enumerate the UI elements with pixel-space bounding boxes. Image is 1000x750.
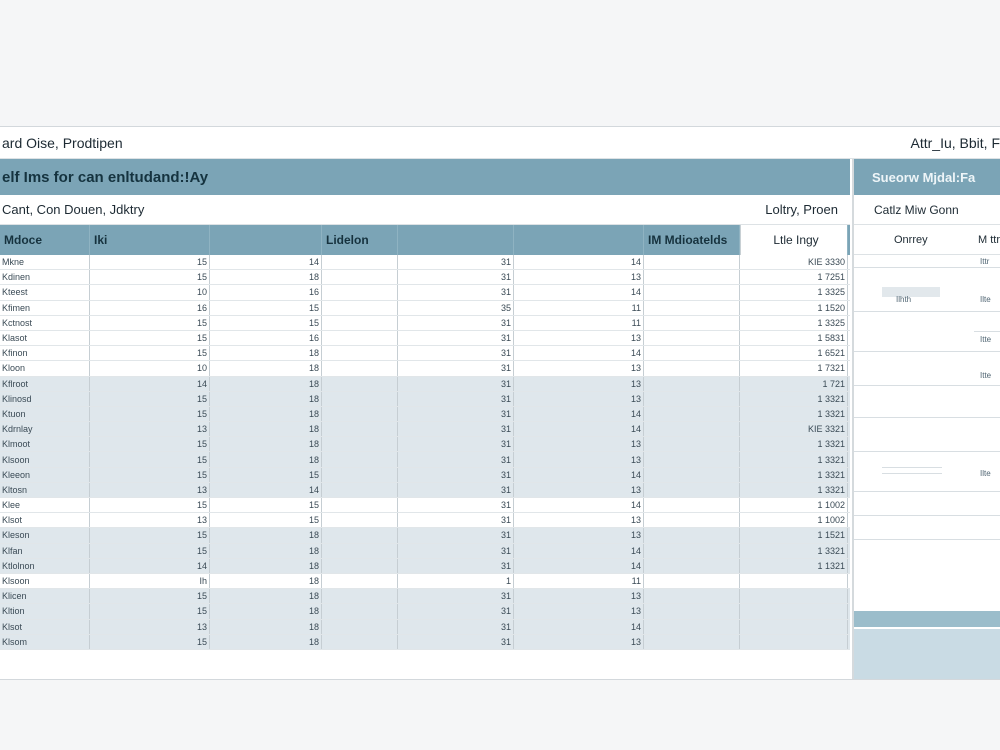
table-cell-c4: 31 bbox=[398, 331, 514, 345]
table-cell-c1: 15 bbox=[90, 544, 210, 558]
table-cell-c2: 18 bbox=[210, 392, 322, 406]
table-row[interactable] bbox=[0, 331, 850, 346]
side-label: Ilte bbox=[980, 469, 991, 478]
table-cell-c5: 14 bbox=[514, 407, 644, 421]
table-cell-c1: 15 bbox=[90, 255, 210, 269]
table-row[interactable] bbox=[0, 301, 850, 316]
table-cell-c4: 31 bbox=[398, 498, 514, 512]
table-row[interactable] bbox=[0, 285, 850, 300]
table-cell-c3 bbox=[322, 285, 398, 299]
table-cell-v: 1 1002 bbox=[740, 513, 848, 527]
side-divider bbox=[974, 331, 1000, 332]
table-cell-v bbox=[740, 620, 848, 634]
table-row[interactable] bbox=[0, 392, 850, 407]
table-cell-c1: 14 bbox=[90, 377, 210, 391]
table-cell-name: Klsot bbox=[0, 620, 90, 634]
table-cell-c2: 18 bbox=[210, 437, 322, 451]
table-row[interactable] bbox=[0, 361, 850, 376]
table-cell-c3 bbox=[322, 407, 398, 421]
table-cell-name: Kfinon bbox=[0, 346, 90, 360]
table-cell-c4: 31 bbox=[398, 270, 514, 284]
table-cell-c1: 15 bbox=[90, 452, 210, 466]
table-cell-c1: Ih bbox=[90, 574, 210, 588]
table-cell-c3 bbox=[322, 392, 398, 406]
table-cell-c6 bbox=[644, 589, 740, 603]
table-cell-c3 bbox=[322, 301, 398, 315]
table-cell-c4: 31 bbox=[398, 468, 514, 482]
table-cell-c2: 15 bbox=[210, 468, 322, 482]
table-cell-c5: 13 bbox=[514, 361, 644, 375]
table-cell-name: Kdrnlay bbox=[0, 422, 90, 436]
table-cell-v: 1 3321 bbox=[740, 468, 848, 482]
table-cell-c3 bbox=[322, 635, 398, 649]
table-cell-c2: 18 bbox=[210, 544, 322, 558]
table-row[interactable] bbox=[0, 620, 850, 635]
side-column-b[interactable]: M ttr bbox=[978, 233, 1000, 246]
table-cell-c4: 31 bbox=[398, 528, 514, 542]
window-title-right: Attr_Iu, Bbit, F bbox=[910, 134, 1000, 151]
table-cell-name: Kflroot bbox=[0, 377, 90, 391]
table-cell-c3 bbox=[322, 498, 398, 512]
table-cell-c6 bbox=[644, 574, 740, 588]
table-cell-c4: 31 bbox=[398, 422, 514, 436]
table-cell-c1: 15 bbox=[90, 316, 210, 330]
side-panel bbox=[852, 159, 1000, 679]
table-cell-c6 bbox=[644, 528, 740, 542]
table-cell-c2: 18 bbox=[210, 635, 322, 649]
table-cell-c3 bbox=[322, 528, 398, 542]
table-cell-c1: 15 bbox=[90, 498, 210, 512]
side-divider bbox=[854, 385, 1000, 386]
table-cell-c6 bbox=[644, 422, 740, 436]
table-cell-c5: 13 bbox=[514, 483, 644, 497]
table-cell-c5: 14 bbox=[514, 468, 644, 482]
table-cell-c2: 18 bbox=[210, 559, 322, 573]
table-cell-name: Kloon bbox=[0, 361, 90, 375]
table-cell-c2: 16 bbox=[210, 285, 322, 299]
table-cell-name: Ktuon bbox=[0, 407, 90, 421]
column-header-2[interactable] bbox=[210, 225, 322, 255]
side-divider bbox=[882, 467, 942, 468]
side-panel-body bbox=[854, 255, 1000, 571]
table-cell-c2: 18 bbox=[210, 377, 322, 391]
table-cell-c3 bbox=[322, 361, 398, 375]
table-cell-c3 bbox=[322, 513, 398, 527]
table-cell-c3 bbox=[322, 620, 398, 634]
table-cell-v: KIE 3330 bbox=[740, 255, 848, 269]
table-cell-c6 bbox=[644, 452, 740, 466]
table-row[interactable] bbox=[0, 437, 850, 452]
table-cell-name: Mkne bbox=[0, 255, 90, 269]
table-cell-c1: 14 bbox=[90, 559, 210, 573]
table-cell-c2: 15 bbox=[210, 513, 322, 527]
table-cell-c5: 14 bbox=[514, 559, 644, 573]
table-cell-c6 bbox=[644, 285, 740, 299]
table-cell-c4: 31 bbox=[398, 407, 514, 421]
column-header-1[interactable]: Iki bbox=[90, 225, 210, 255]
table-cell-c5: 14 bbox=[514, 498, 644, 512]
side-divider bbox=[854, 451, 1000, 452]
table-cell-c4: 31 bbox=[398, 589, 514, 603]
table-row[interactable] bbox=[0, 483, 850, 498]
table-cell-c2: 16 bbox=[210, 331, 322, 345]
table-cell-c5: 14 bbox=[514, 422, 644, 436]
table-cell-v bbox=[740, 604, 848, 618]
table-cell-v: 1 3321 bbox=[740, 407, 848, 421]
table-row[interactable] bbox=[0, 513, 850, 528]
table-cell-c2: 18 bbox=[210, 422, 322, 436]
table-cell-c6 bbox=[644, 513, 740, 527]
side-divider bbox=[854, 267, 1000, 268]
table-row[interactable] bbox=[0, 316, 850, 331]
filter-right-label[interactable]: Loltry, Proen bbox=[765, 202, 838, 217]
table-cell-name: Kdinen bbox=[0, 270, 90, 284]
table-cell-c2: 18 bbox=[210, 620, 322, 634]
table-cell-c3 bbox=[322, 270, 398, 284]
table-row[interactable] bbox=[0, 407, 850, 422]
table-cell-c6 bbox=[644, 544, 740, 558]
column-header-name[interactable]: Mdoce bbox=[0, 225, 90, 255]
table-cell-c6 bbox=[644, 635, 740, 649]
table-cell-c5: 13 bbox=[514, 377, 644, 391]
table-cell-c6 bbox=[644, 468, 740, 482]
table-cell-c4: 31 bbox=[398, 483, 514, 497]
table-cell-v: 1 3321 bbox=[740, 437, 848, 451]
table-cell-c3 bbox=[322, 589, 398, 603]
table-cell-v: 1 3321 bbox=[740, 483, 848, 497]
table-cell-c4: 31 bbox=[398, 452, 514, 466]
table-cell-c6 bbox=[644, 392, 740, 406]
table-cell-name: Kleson bbox=[0, 528, 90, 542]
table-cell-name: Klfan bbox=[0, 544, 90, 558]
table-cell-c6 bbox=[644, 361, 740, 375]
table-cell-name: Kltosn bbox=[0, 483, 90, 497]
table-cell-c1: 13 bbox=[90, 422, 210, 436]
table-cell-c4: 31 bbox=[398, 437, 514, 451]
grid-header bbox=[0, 225, 850, 255]
table-cell-name: Klmoot bbox=[0, 437, 90, 451]
table-cell-c6 bbox=[644, 316, 740, 330]
table-cell-c1: 16 bbox=[90, 301, 210, 315]
table-row[interactable] bbox=[0, 574, 850, 589]
table-cell-v: 1 7251 bbox=[740, 270, 848, 284]
table-cell-c6 bbox=[644, 498, 740, 512]
table-cell-name: Kteest bbox=[0, 285, 90, 299]
table-cell-v: KIE 3321 bbox=[740, 422, 848, 436]
table-cell-c5: 13 bbox=[514, 331, 644, 345]
table-cell-c1: 15 bbox=[90, 270, 210, 284]
table-row[interactable] bbox=[0, 589, 850, 604]
table-cell-c2: 18 bbox=[210, 604, 322, 618]
side-label: Itte bbox=[980, 371, 992, 380]
table-cell-c5: 13 bbox=[514, 392, 644, 406]
title-bar bbox=[0, 127, 1000, 159]
table-cell-c5: 11 bbox=[514, 574, 644, 588]
table-cell-c3 bbox=[322, 377, 398, 391]
table-cell-name: Ktlolnon bbox=[0, 559, 90, 573]
table-cell-c5: 13 bbox=[514, 635, 644, 649]
table-cell-c5: 11 bbox=[514, 301, 644, 315]
table-cell-name: Kctnost bbox=[0, 316, 90, 330]
table-cell-c5: 11 bbox=[514, 316, 644, 330]
table-cell-c3 bbox=[322, 483, 398, 497]
table-cell-v: 1 1521 bbox=[740, 528, 848, 542]
table-cell-c5: 13 bbox=[514, 528, 644, 542]
column-header-5[interactable] bbox=[514, 225, 644, 255]
table-cell-c6 bbox=[644, 407, 740, 421]
table-row[interactable] bbox=[0, 422, 850, 437]
table-cell-c3 bbox=[322, 574, 398, 588]
table-cell-v: 1 721 bbox=[740, 377, 848, 391]
table-cell-name: Kltion bbox=[0, 604, 90, 618]
table-cell-c3 bbox=[322, 604, 398, 618]
table-cell-c2: 15 bbox=[210, 498, 322, 512]
grid-body bbox=[0, 255, 850, 650]
table-cell-c2: 15 bbox=[210, 316, 322, 330]
table-cell-c2: 18 bbox=[210, 407, 322, 421]
table-cell-c6 bbox=[644, 346, 740, 360]
table-cell-c4: 31 bbox=[398, 513, 514, 527]
table-cell-c4: 35 bbox=[398, 301, 514, 315]
table-cell-c4: 31 bbox=[398, 392, 514, 406]
table-cell-c4: 31 bbox=[398, 377, 514, 391]
table-cell-c2: 18 bbox=[210, 589, 322, 603]
side-panel-columns bbox=[854, 225, 1000, 255]
table-cell-c1: 15 bbox=[90, 468, 210, 482]
side-label: Ilte bbox=[980, 295, 991, 304]
table-cell-c4: 31 bbox=[398, 255, 514, 269]
window-title: ard Oise, Prodtipen bbox=[2, 134, 123, 151]
table-cell-c2: 14 bbox=[210, 255, 322, 269]
table-cell-c2: 18 bbox=[210, 361, 322, 375]
table-cell-c6 bbox=[644, 483, 740, 497]
table-cell-c4: 31 bbox=[398, 544, 514, 558]
table-row[interactable] bbox=[0, 468, 850, 483]
side-column-a[interactable]: Onrrey bbox=[894, 233, 928, 246]
table-row[interactable] bbox=[0, 452, 850, 467]
table-cell-c5: 13 bbox=[514, 437, 644, 451]
filter-bar bbox=[0, 195, 850, 225]
table-cell-c6 bbox=[644, 270, 740, 284]
table-cell-c1: 15 bbox=[90, 392, 210, 406]
table-cell-c4: 31 bbox=[398, 285, 514, 299]
filter-label[interactable]: Cant, Con Douen, Jdktry bbox=[2, 202, 145, 217]
table-cell-v bbox=[740, 589, 848, 603]
table-cell-c5: 14 bbox=[514, 255, 644, 269]
table-cell-c5: 14 bbox=[514, 285, 644, 299]
column-header-3[interactable]: Lidelon bbox=[322, 225, 398, 255]
column-header-6[interactable]: IM Mdioatelds bbox=[644, 225, 740, 255]
table-cell-name: Kleeon bbox=[0, 468, 90, 482]
table-cell-c4: 31 bbox=[398, 620, 514, 634]
table-cell-c1: 15 bbox=[90, 635, 210, 649]
side-panel-header: Sueorw Mjdal:Fa bbox=[854, 159, 1000, 195]
main-panel bbox=[0, 159, 850, 679]
table-cell-name: Klsot bbox=[0, 513, 90, 527]
table-cell-c5: 13 bbox=[514, 513, 644, 527]
table-cell-c1: 15 bbox=[90, 589, 210, 603]
table-cell-c4: 1 bbox=[398, 574, 514, 588]
table-cell-c6 bbox=[644, 255, 740, 269]
side-divider bbox=[854, 351, 1000, 352]
side-panel-footer bbox=[854, 629, 1000, 680]
side-divider bbox=[854, 539, 1000, 540]
table-cell-v: 1 7321 bbox=[740, 361, 848, 375]
table-cell-c4: 31 bbox=[398, 559, 514, 573]
table-cell-v bbox=[740, 574, 848, 588]
table-cell-c2: 18 bbox=[210, 528, 322, 542]
table-cell-c1: 15 bbox=[90, 437, 210, 451]
table-cell-c6 bbox=[644, 559, 740, 573]
table-row[interactable] bbox=[0, 635, 850, 650]
table-cell-c1: 15 bbox=[90, 604, 210, 618]
table-cell-c3 bbox=[322, 437, 398, 451]
table-row[interactable] bbox=[0, 544, 850, 559]
table-cell-c6 bbox=[644, 377, 740, 391]
table-cell-c3 bbox=[322, 559, 398, 573]
table-cell-c1: 13 bbox=[90, 513, 210, 527]
table-row[interactable] bbox=[0, 559, 850, 574]
table-cell-name: Klasot bbox=[0, 331, 90, 345]
table-cell-c6 bbox=[644, 301, 740, 315]
table-cell-c4: 31 bbox=[398, 361, 514, 375]
main-banner: elf Ims for can enltudand:!Ay bbox=[0, 159, 850, 195]
side-divider bbox=[854, 311, 1000, 312]
table-cell-c5: 13 bbox=[514, 452, 644, 466]
table-row[interactable] bbox=[0, 528, 850, 543]
table-cell-c6 bbox=[644, 620, 740, 634]
table-row[interactable] bbox=[0, 346, 850, 361]
table-cell-c2: 18 bbox=[210, 270, 322, 284]
table-cell-v: 1 3325 bbox=[740, 285, 848, 299]
table-cell-c1: 15 bbox=[90, 346, 210, 360]
table-cell-name: Kfimen bbox=[0, 301, 90, 315]
side-panel-subheader[interactable]: Catlz Miw Gonn bbox=[854, 195, 1000, 225]
table-cell-v: 1 1321 bbox=[740, 559, 848, 573]
table-row[interactable] bbox=[0, 498, 850, 513]
table-cell-v: 1 3325 bbox=[740, 316, 848, 330]
table-cell-c2: 18 bbox=[210, 346, 322, 360]
side-divider bbox=[854, 515, 1000, 516]
table-cell-name: Klicen bbox=[0, 589, 90, 603]
table-cell-c3 bbox=[322, 422, 398, 436]
table-cell-c3 bbox=[322, 255, 398, 269]
table-cell-v: 1 3321 bbox=[740, 452, 848, 466]
data-grid bbox=[0, 225, 850, 650]
table-cell-c5: 14 bbox=[514, 544, 644, 558]
table-row[interactable] bbox=[0, 604, 850, 619]
table-cell-c1: 13 bbox=[90, 620, 210, 634]
side-label: Ittr bbox=[980, 257, 990, 266]
table-cell-name: Klee bbox=[0, 498, 90, 512]
table-cell-c2: 18 bbox=[210, 574, 322, 588]
table-cell-name: Klsoon bbox=[0, 574, 90, 588]
table-cell-v: 1 6521 bbox=[740, 346, 848, 360]
table-cell-c3 bbox=[322, 331, 398, 345]
table-cell-v: 1 3321 bbox=[740, 544, 848, 558]
table-cell-c4: 31 bbox=[398, 604, 514, 618]
table-cell-c4: 31 bbox=[398, 346, 514, 360]
table-cell-name: Klsom bbox=[0, 635, 90, 649]
table-cell-c1: 13 bbox=[90, 483, 210, 497]
table-cell-c6 bbox=[644, 604, 740, 618]
table-row[interactable] bbox=[0, 270, 850, 285]
table-cell-c6 bbox=[644, 437, 740, 451]
table-cell-c3 bbox=[322, 468, 398, 482]
table-cell-c6 bbox=[644, 331, 740, 345]
table-cell-c4: 31 bbox=[398, 316, 514, 330]
side-panel-strip bbox=[854, 611, 1000, 627]
table-cell-c3 bbox=[322, 452, 398, 466]
table-cell-c2: 18 bbox=[210, 452, 322, 466]
side-divider bbox=[882, 473, 942, 474]
table-cell-v: 1 1002 bbox=[740, 498, 848, 512]
table-cell-v: 1 1520 bbox=[740, 301, 848, 315]
table-cell-c5: 13 bbox=[514, 270, 644, 284]
table-cell-v bbox=[740, 635, 848, 649]
table-cell-v: 1 3321 bbox=[740, 392, 848, 406]
table-cell-c1: 10 bbox=[90, 285, 210, 299]
table-cell-name: Klinosd bbox=[0, 392, 90, 406]
table-cell-c5: 14 bbox=[514, 346, 644, 360]
side-label: Ilhth bbox=[896, 295, 912, 304]
table-row[interactable] bbox=[0, 255, 850, 270]
table-cell-c1: 15 bbox=[90, 528, 210, 542]
column-header-4[interactable] bbox=[398, 225, 514, 255]
table-cell-c5: 13 bbox=[514, 589, 644, 603]
table-cell-c3 bbox=[322, 346, 398, 360]
app-window bbox=[0, 126, 1000, 680]
side-divider bbox=[854, 417, 1000, 418]
table-cell-c5: 14 bbox=[514, 620, 644, 634]
table-cell-v: 1 5831 bbox=[740, 331, 848, 345]
side-divider bbox=[854, 491, 1000, 492]
table-cell-name: Klsoon bbox=[0, 452, 90, 466]
table-cell-c2: 14 bbox=[210, 483, 322, 497]
table-cell-c3 bbox=[322, 316, 398, 330]
side-label: Itte bbox=[980, 335, 992, 344]
column-header-value[interactable]: Ltle Ingy bbox=[740, 225, 848, 255]
table-cell-c1: 15 bbox=[90, 407, 210, 421]
table-cell-c1: 10 bbox=[90, 361, 210, 375]
table-cell-c4: 31 bbox=[398, 635, 514, 649]
table-row[interactable] bbox=[0, 377, 850, 392]
table-cell-c1: 15 bbox=[90, 331, 210, 345]
table-cell-c3 bbox=[322, 544, 398, 558]
table-cell-c5: 13 bbox=[514, 604, 644, 618]
table-cell-c2: 15 bbox=[210, 301, 322, 315]
